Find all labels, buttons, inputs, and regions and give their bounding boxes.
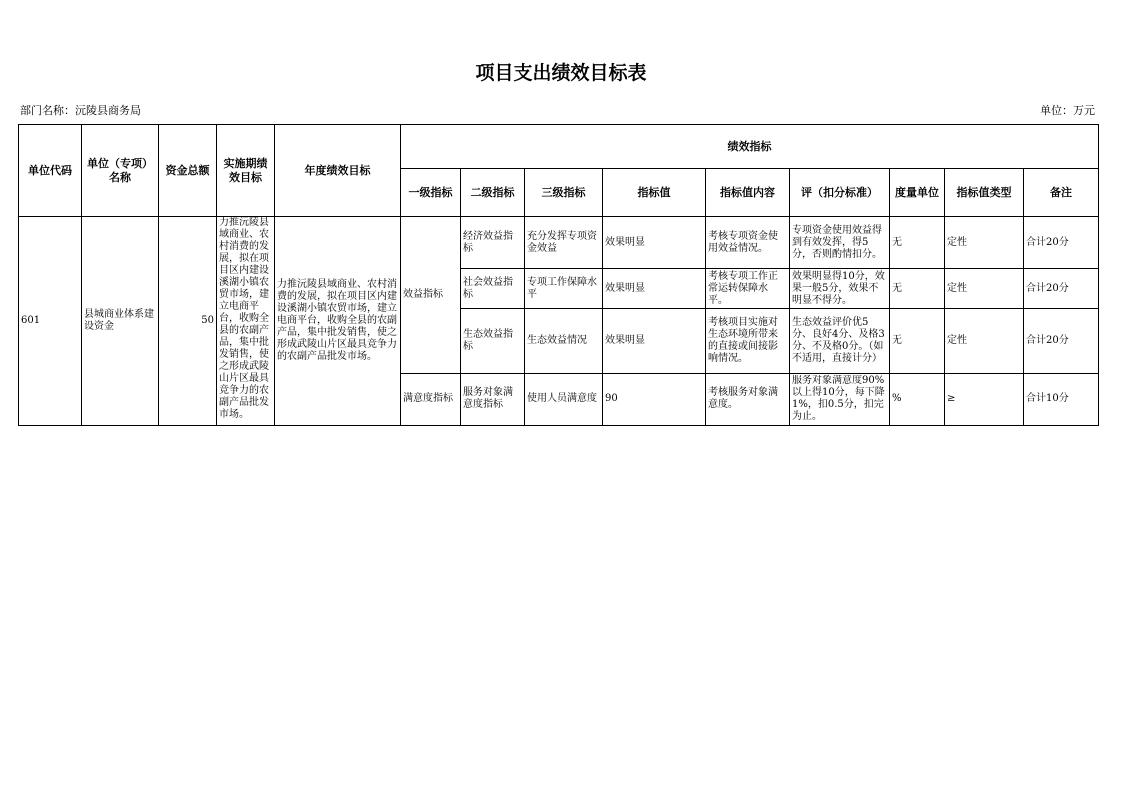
row2-measure-unit: 无 <box>890 269 945 309</box>
project-period-goal: 力推沅陵县域商业、农村消费的发展，拟在项目区内建设溪湖小镇农贸市场，建立电商平台，收购全县的农副产品，集中批发销售，使之形成武陵山片区最具竞争力的农副产品批发市场。 <box>219 217 269 420</box>
header-score: 评（扣分标准） <box>790 169 890 217</box>
row1-level3: 充分发挥专项资金效益 <box>525 217 603 269</box>
row3-score: 生态效益评价优5分、良好4分、及格3分、不及格0分。（如不适用，直接计分） <box>790 309 890 373</box>
row4-value-type: ≥ <box>945 373 1024 425</box>
row2-content: 考核专项工作正常运转保障水平。 <box>706 269 790 309</box>
row1-value: 效果明显 <box>603 217 706 269</box>
row2-value: 效果明显 <box>603 269 706 309</box>
row1-value-type: 定性 <box>945 217 1024 269</box>
header-content: 指标值内容 <box>706 169 790 217</box>
row1-content: 考核专项资金使用效益情况。 <box>706 217 790 269</box>
header-perf-indicator: 绩效指标 <box>401 125 1099 169</box>
row4-remark: 合计10分 <box>1024 373 1099 425</box>
department-name: 部门名称：沅陵县商务局 <box>20 104 141 117</box>
header-level2: 二级指标 <box>461 169 525 217</box>
row1-level2: 经济效益指标 <box>461 217 525 269</box>
row1-score: 专项资金使用效益得到有效发挥，得5分，否则酌情扣分。 <box>790 217 890 269</box>
project-year-goal: 力推沅陵县域商业、农村消费的发展，拟在项目区内建设溪湖小镇农贸市场，建立电商平台，收购全县的农副产品，集中批发销售，使之形成武陵山片区最具竞争力的农副产品批发市场。 <box>275 217 401 426</box>
group-satisfaction: 满意度指标 <box>401 373 461 425</box>
row3-level2: 生态效益指标 <box>461 309 525 373</box>
row2-level2: 社会效益指标 <box>461 269 525 309</box>
group-benefit: 效益指标 <box>401 217 461 374</box>
row3-value: 效果明显 <box>603 309 706 373</box>
row2-score: 效果明显得10分，效果一般5分，效果不明显不得分。 <box>790 269 890 309</box>
row3-measure-unit: 无 <box>890 309 945 373</box>
header-year-goal: 年度绩效目标 <box>275 125 401 217</box>
page-title: 项目支出绩效目标表 <box>475 62 647 84</box>
row4-level2: 服务对象满意度指标 <box>461 373 525 425</box>
unit-label: 单位：万元 <box>1040 104 1095 117</box>
row2-remark: 合计20分 <box>1024 269 1099 309</box>
row2-level3: 专项工作保障水平 <box>525 269 603 309</box>
row4-score: 服务对象满意度90%以上得10分，每下降1%，扣0.5分，扣完为止。 <box>792 375 885 423</box>
header-remark: 备注 <box>1024 169 1099 217</box>
row3-value-type: 定性 <box>945 309 1024 373</box>
header-unit-name: 单位（专项）名称 <box>82 125 159 217</box>
project-amount: 50 <box>159 217 217 426</box>
row4-measure-unit: % <box>890 373 945 425</box>
row1-remark: 合计20分 <box>1024 217 1099 269</box>
row3-remark: 合计20分 <box>1024 309 1099 373</box>
header-level1: 一级指标 <box>401 169 461 217</box>
row2-value-type: 定性 <box>945 269 1024 309</box>
row3-content: 考核项目实施对生态环境所带来的直接或间接影响情况。 <box>706 309 790 373</box>
header-value: 指标值 <box>603 169 706 217</box>
header-unit-code: 单位代码 <box>19 125 82 217</box>
project-code: 601 <box>19 217 82 426</box>
row3-level3: 生态效益情况 <box>525 309 603 373</box>
project-name: 县城商业体系建设资金 <box>82 217 159 426</box>
header-level3: 三级指标 <box>525 169 603 217</box>
header-measure-unit: 度量单位 <box>890 169 945 217</box>
row4-level3: 使用人员满意度 <box>525 373 603 425</box>
header-period-goal: 实施期绩效目标 <box>217 125 275 217</box>
performance-table <box>18 124 1099 426</box>
header-fund-total: 资金总额 <box>159 125 217 217</box>
header-value-type: 指标值类型 <box>945 169 1024 217</box>
row4-value: 90 <box>603 373 706 425</box>
row4-content: 考核服务对象满意度。 <box>706 373 790 425</box>
row1-measure-unit: 无 <box>890 217 945 269</box>
